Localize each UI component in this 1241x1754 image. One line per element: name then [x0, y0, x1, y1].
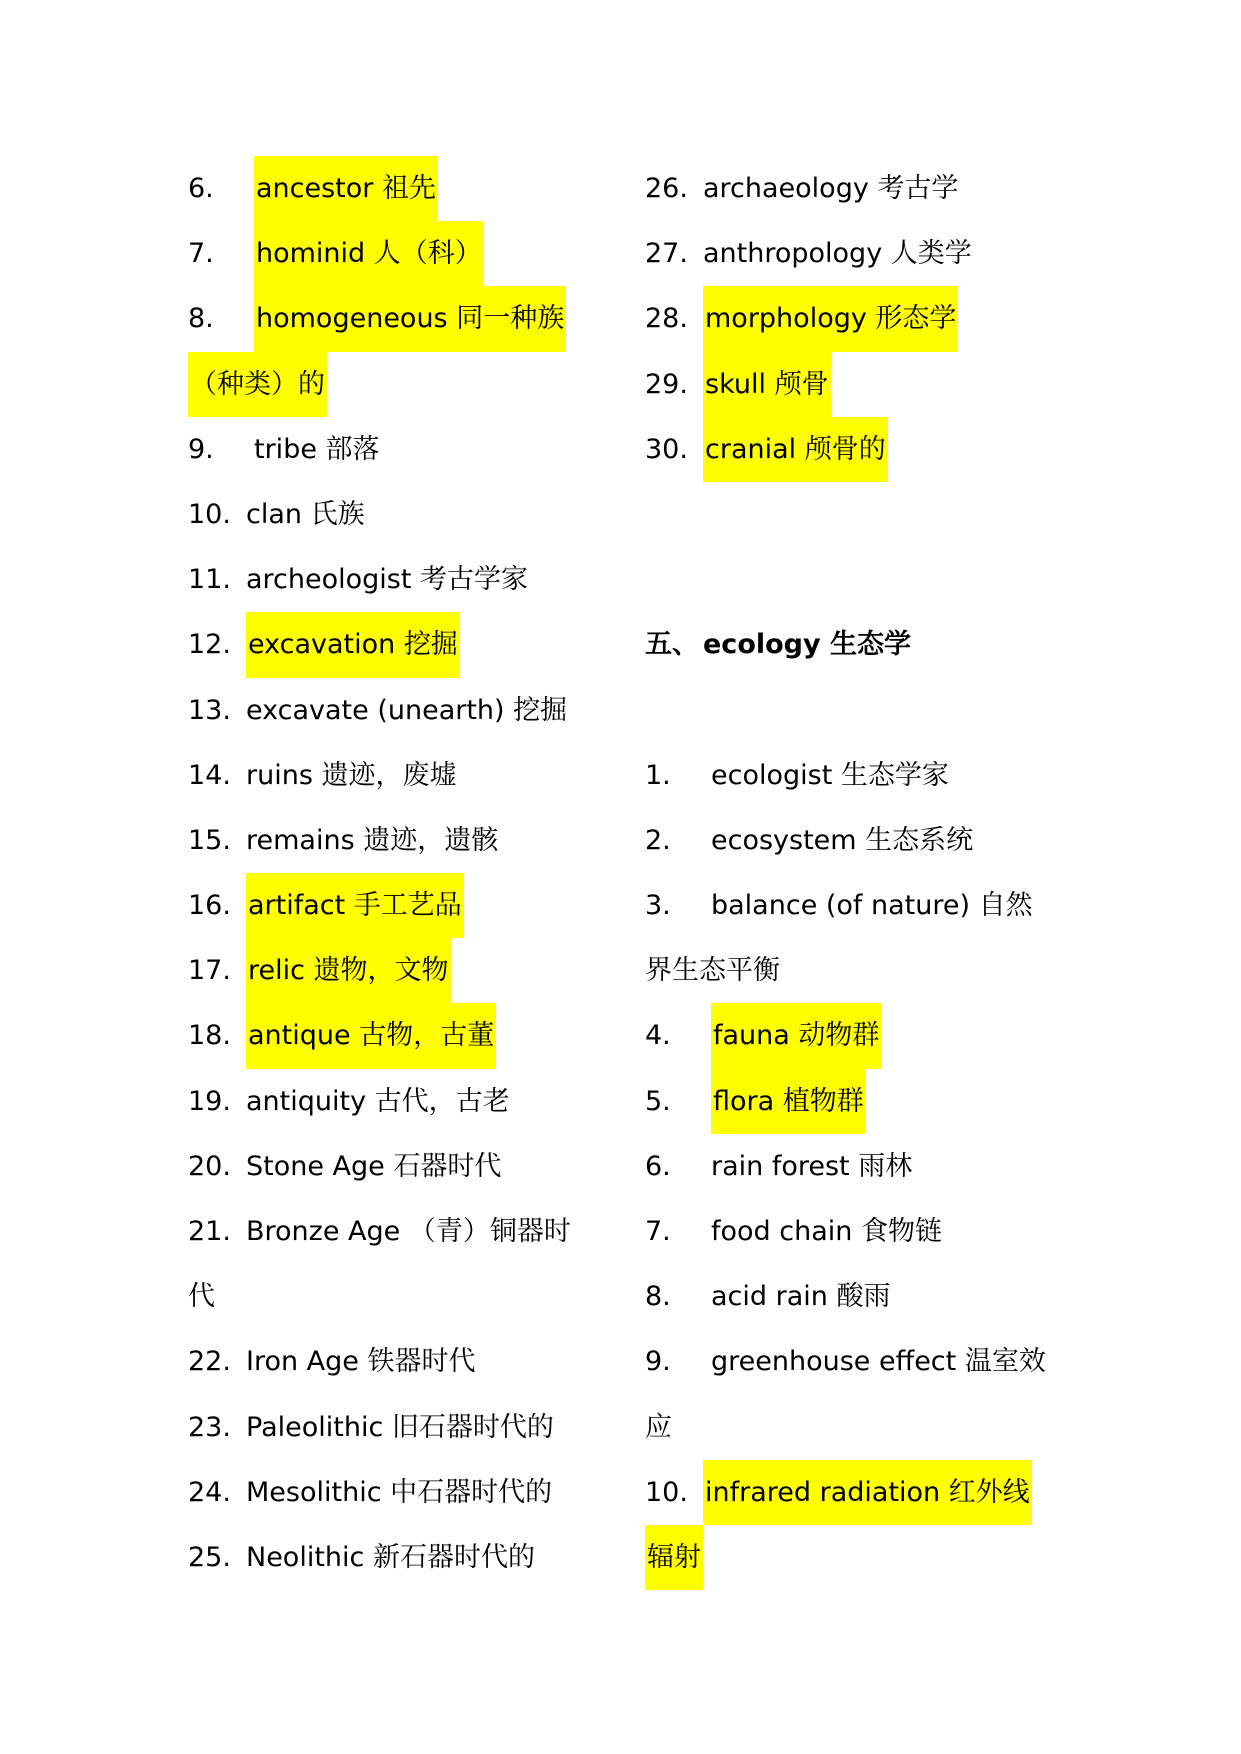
vocab-line [188, 1329, 608, 1394]
vocab-entry: hominid 人（科） [254, 221, 484, 286]
vocab-line [645, 352, 1065, 417]
vocab-line [188, 352, 608, 417]
vocab-entry: Bronze Age （青）铜器时 [246, 1216, 571, 1247]
vocab-line [645, 1134, 1065, 1199]
vocab-line [645, 156, 1065, 221]
vocab-line [645, 938, 1065, 1003]
vocab-entry: anthropology 人类学 [703, 238, 972, 270]
vocab-line [645, 873, 1065, 938]
item-number: 29. [645, 368, 688, 400]
vocab-line [188, 938, 608, 1003]
item-number: 7. [188, 238, 214, 270]
item-number: 21. [188, 1216, 231, 1247]
vocab-entry: antiquity 古代，古老 [246, 1085, 510, 1117]
item-number: 23. [188, 1411, 231, 1443]
vocab-entry: 代 [188, 1281, 215, 1313]
vocab-entry: 应 [645, 1411, 672, 1443]
vocab-line [188, 1460, 608, 1525]
vocab-line [188, 482, 608, 547]
vocab-entry: ruins 遗迹，废墟 [246, 759, 457, 791]
item-number: 9. [188, 433, 214, 465]
vocab-entry: balance (of nature) 自然 [711, 890, 1033, 922]
vocab-entry: artifact 手工艺品 [246, 873, 464, 938]
vocab-entry: 界生态平衡 [645, 955, 780, 987]
item-number: 17. [188, 955, 231, 987]
item-number: 20. [188, 1150, 231, 1182]
vocab-entry: Neolithic 新石器时代的 [246, 1541, 535, 1573]
item-number: 4. [645, 1020, 671, 1052]
vocab-line [188, 1264, 608, 1329]
vocab-entry: acid rain 酸雨 [711, 1281, 891, 1313]
vocab-entry: Paleolithic 旧石器时代的 [246, 1411, 554, 1443]
vocab-entry: ancestor 祖先 [254, 156, 438, 221]
item-number: 2. [645, 824, 671, 856]
item-number: 26. [645, 173, 688, 204]
vocab-line [645, 417, 1065, 482]
item-number: 24. [188, 1476, 231, 1508]
item-number: 12. [188, 629, 231, 661]
vocab-entry: excavation 挖掘 [246, 612, 460, 677]
vocab-line [188, 156, 608, 221]
vocab-line [188, 1069, 608, 1134]
right-column [645, 156, 1065, 1590]
vocab-line [188, 547, 608, 612]
vocab-line [188, 1199, 608, 1264]
vocab-entry: fauna 动物群 [711, 1003, 881, 1068]
vocab-entry: morphology 形态学 [703, 286, 958, 351]
item-number: 11. [188, 564, 231, 596]
item-number: 5. [645, 1085, 671, 1117]
item-number: 15. [188, 824, 231, 856]
vocab-entry: Mesolithic 中石器时代的 [246, 1476, 553, 1508]
vocab-line [645, 1069, 1065, 1134]
item-number: 16. [188, 890, 231, 922]
vocab-entry: 辐射 [645, 1525, 703, 1590]
vocab-line [188, 743, 608, 808]
vocab-entry: antique 古物，古董 [246, 1003, 496, 1068]
vocab-entry: excavate (unearth) 挖掘 [246, 694, 568, 726]
vocab-entry: ecologist 生态学家 [711, 759, 949, 791]
vocab-entry: flora 植物群 [711, 1069, 866, 1134]
vocab-entry: remains 遗迹，遗骸 [246, 824, 499, 856]
item-number: 8. [645, 1281, 671, 1313]
item-number: 13. [188, 694, 231, 726]
item-number: 7. [645, 1216, 671, 1247]
item-number: 五、 [645, 629, 699, 661]
vocab-entry: rain forest 雨林 [711, 1150, 913, 1182]
vocab-line [188, 417, 608, 482]
item-number: 3. [645, 890, 671, 922]
vocab-line [188, 1003, 608, 1068]
item-number: 9. [645, 1346, 671, 1378]
vocab-line [188, 612, 608, 677]
vocab-entry: cranial 颅骨的 [703, 417, 888, 482]
item-number: 19. [188, 1085, 231, 1117]
vocab-line [645, 1003, 1065, 1068]
vocab-line [188, 808, 608, 873]
item-number: 1. [645, 759, 671, 791]
vocab-entry: （种类）的 [188, 352, 327, 417]
vocab-entry: homogeneous 同一种族 [254, 286, 566, 351]
vocab-entry: clan 氏族 [246, 498, 365, 530]
vocab-line [645, 482, 1065, 547]
vocab-line [645, 286, 1065, 351]
vocab-line [645, 547, 1065, 612]
vocab-entry: greenhouse effect 温室效 [711, 1346, 1046, 1378]
vocab-line [645, 221, 1065, 286]
vocab-line [645, 1460, 1065, 1525]
vocab-entry: archeologist 考古学家 [246, 564, 529, 596]
vocab-line [188, 1134, 608, 1199]
item-number: 8. [188, 303, 214, 335]
vocab-line [645, 1264, 1065, 1329]
left-column [188, 156, 608, 1590]
section-title: ecology 生态学 [703, 629, 911, 661]
vocab-line [645, 1329, 1065, 1394]
vocab-line [188, 286, 608, 351]
item-number: 30. [645, 433, 688, 465]
vocab-line [645, 1525, 1065, 1590]
item-number: 22. [188, 1346, 231, 1378]
vocab-line [188, 221, 608, 286]
vocab-line [188, 1525, 608, 1590]
vocab-line [645, 808, 1065, 873]
vocab-line [188, 1395, 608, 1460]
vocab-line [645, 1199, 1065, 1264]
vocab-entry: Stone Age 石器时代 [246, 1150, 502, 1182]
vocab-entry: tribe 部落 [254, 433, 380, 465]
item-number: 14. [188, 759, 231, 791]
vocab-entry: skull 颅骨 [703, 352, 831, 417]
vocab-line [188, 873, 608, 938]
item-number: 27. [645, 238, 688, 270]
item-number: 6. [188, 173, 214, 204]
vocab-line [188, 678, 608, 743]
item-number: 28. [645, 303, 688, 335]
vocab-entry: infrared radiation 红外线 [703, 1460, 1032, 1525]
vocab-entry: archaeology 考古学 [703, 173, 959, 204]
vocab-line [645, 1395, 1065, 1460]
vocab-entry: food chain 食物链 [711, 1216, 942, 1247]
item-number: 10. [188, 498, 231, 530]
vocab-entry: relic 遗物，文物 [246, 938, 451, 1003]
item-number: 10. [645, 1476, 688, 1508]
vocab-line [645, 743, 1065, 808]
item-number: 18. [188, 1020, 231, 1052]
section-heading [645, 612, 1065, 677]
vocab-line [645, 678, 1065, 743]
item-number: 25. [188, 1541, 231, 1573]
item-number: 6. [645, 1150, 671, 1182]
vocab-entry: ecosystem 生态系统 [711, 824, 974, 856]
vocab-entry: Iron Age 铁器时代 [246, 1346, 476, 1378]
